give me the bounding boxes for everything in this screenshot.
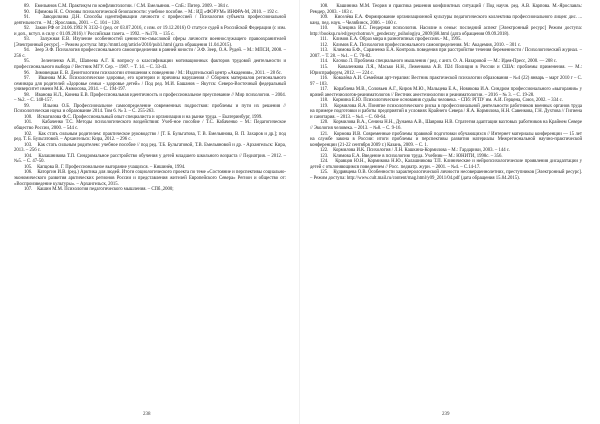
reference-entry: 100. Исмагилова Ф.С. Профессиональный опыт специалиста и организация и на рынке труда. – Екатеринбург, 1999. <box>24 114 263 120</box>
page-gutter <box>299 0 300 424</box>
reference-entry: 105. Капцова В. Г. Профессиональное выгорание учащихся. – Кишинёв, 1994. <box>24 164 186 170</box>
reference-entry: 121. Кормова И.В. Современные проблемы правовой подготовки обучающихся // Интернет материалы конференции — 15 лет на службе закона в России: итоги проблемы и перспективы развития материалы Межрегиональной научно-практической конференции (21-22 сентября 2009 г.) Казань, 2009. – С. 1. <box>310 131 582 148</box>
left-page <box>14 4 286 193</box>
reference-entry: 97. Иванова М.К. Психологическое здоровье, его критерии и причины нарушения // Сборник материалов регионального семинара для родителей «Здоровье семьи - здоровье детей» / Под ред. М.И. Башанов – Якутск: Северо-Восточный федеральный университет имени М.К. Аммосова, 2014. – С. 194-197. <box>14 76 286 93</box>
reference-entry: 92. Закон РФ от 24.06.1992 N 3132-1 (ред. от 03.07.2016, с изм. от 19.12.2016) О статусе судей в Российской Федерации (с изм. и доп., вступ. в силу с 01.09.2016) // Российская газета. – 1992. – №170. – 135 с. <box>14 26 286 37</box>
reference-entry: 110. Клецина И.С. Гендерная психология. Насилие в семье: последний аспект [Электронный ресурс] Режим доступа: http://booksp.ru/ed/gesychotron/v_genderary_psihologiya_2009/j68.html (дата обращения 09.09.2018). <box>310 26 582 37</box>
reference-list-right <box>310 4 582 182</box>
reference-entry: 99. Ильина О.Б. Профессиональное самоопределение современных подростков: проблемы и пути их решения // Психологическая наука и образование 2014. Том 6. № 3. – С. 255-263. <box>14 103 286 115</box>
reference-entry: 94. Зеер Э.Ф. Психология профессионального самоопределения в ранней юности / Э.Ф. Зеер, О.А. Рудей. – М.: МПСИ, 2008. – 256 с. <box>14 48 286 59</box>
reference-entry: 124. Кравцов Ю.Н., Кормикова Н.Ю., Калашникова Т.П. Клинические и нейропсихологические проявления дисадаптации у детей с отклоняющимся поведением // Росс. педиатр. журн. – 2001. – №4. – С.14-17. <box>310 159 582 170</box>
reference-entry: 119. Кормилова Я.А. Понятие психологического риска в профессиональной деятельности работников военных органов труда на примере подготовки и работы предприятий в условиях Крайнего Севера / Я.А. Кормилова, Н.Н. Савенкова, Г.Н. Духтова // Гигиена и санитария. – 2013. – №4. – С. 60-64. <box>310 103 582 120</box>
reference-entry: 96. Зимовецкая Е. В. Деонтологизм психологии отношения к поведению / М.: Издательский центр «Академия», 2011. – 28 бс. <box>24 70 282 76</box>
page-number-left: 238 <box>143 412 151 417</box>
reference-entry: 113. Климова Б.Ф., Сараненко Е.А. Контроль поведения при расстройстве течения беременности / Психологический журнал. – 2007. – Т. 28. – №1. – С. 70-82. <box>310 48 582 59</box>
reference-entry: 117. Кораблева М.В., Соловьев А.Г., Киров М.Ю., Мальцева Е.А., Новикова И.А. Синдром профессионального «выгорания» у врачей анестезиологов-реаниматологов // Вестник анестезиологии и реаниматологии. – 2016 – № 3. – С. 19-28. <box>310 87 582 98</box>
reference-entry: 106. Каторгин И.В. (ред.) Арктика для людей. Итоги социологического проекта по теме «Состояние и перспективы социально-экономического развития арктических регионов России и представления жителей Европейского Севера» Регион и общество от: «Воспроизведение культуры». – Архангельск, 2015. <box>14 170 286 187</box>
reference-entry: 125. Кудрявцева О.В. Особенности характерологической личности несовершеннолетних, преступников [Электронный ресурс]. – Режим доступа: http://www.cult.mail.ru/content/mag.html/y09_2011/04.pdf (дата обращения 15.04.2015). <box>310 170 582 181</box>
reference-entry: 118. Кормина Е.Ю. Психологические основания судьбы человека. - СПб: РГПУ им. А.И. Герцена, Союз, 2002. – 334 с. <box>320 98 563 104</box>
reference-entry: 114. Клочко Л. Проблема специального мышления / ред. с англ. О. А. Назаровой — М.: Идея-Пресс, 2000. — 208 с. <box>320 59 558 65</box>
reference-entry: 112. Климов Е.А. Психология профессионального самоопределения. М.: Академия, 2010. – 301 с. <box>320 42 522 48</box>
reference-list-left <box>14 4 286 193</box>
reference-entry: 109. Киселёва Е.А. Формирование организационной культуры педагогического коллектива профессионального лицея: дис. ... канд. пед. наук. – Челябинск, 2006. – 160 с. <box>310 15 582 26</box>
page-number-right: 239 <box>442 412 450 417</box>
reference-entry: 90. Ефимова Н. С. Основы психологической безопасности: учебное пособие. – М.: ИД «ФОРУМ» ИНФРА-М, 2010. – 192 с. <box>24 9 279 15</box>
reference-entry: 116. Ковалёва А.И. Семейная арт-терапия: Вестник практической психологии образования – №4 (22) январь – март 2010 г – С. 97 – 103. <box>310 76 582 87</box>
reference-entry: 108. Кашинина М.М. Теория и практика решения конфликтных ситуаций / Под научн. ред. А.В. Карпова. М.-Ярославль: Ремдер, 2003. - 183 с. <box>310 4 582 15</box>
right-page <box>310 4 582 182</box>
reference-entry: 103. Как стать сильным родителем: учебное пособие // под ред. Т.Б. Бульгатовой, Т.В. Емельяновой и др. - Архангельск: Кира, 2013. – 256 с. <box>14 142 286 154</box>
reference-entry: 104. Калашникова Т.П. Синдромальное расстройство обучения у детей младшего школьного возраста // Педиатрия. – 2012. – №5. – С. 47-50. <box>14 153 286 165</box>
reference-entry: 89. Емельянов С.М. Практикум по конфликтологии. / С.М. Емельянов. – СпБ.: Питер. 2009. – 384 с. <box>24 4 230 9</box>
reference-entry: 102. Как стать сильным родителем: практическое руководство / [Т. Б. Бульгатова, Т. В. Емельянова, В. П. Захаров и др.]; под ред. Т. Б. Бульгатовой. – Архангельск: Кира, 2012. – 296 с. <box>14 131 286 143</box>
reference-entry: 91. Заводилкина Д.Н. Способы идентификации личности с профессией / Психология субъекта профессиональной деятельности. – М.; Ярославль, 2001. – С. 104 – 128. <box>14 15 286 26</box>
reference-entry: 111. Климов Е.А. Образ мира в разнотипных профессиях.- М., 1995. <box>320 37 462 43</box>
reference-entry: 101. Кабаченко Т.С. Методы психологического воздействия: Учеб-ное пособие / Т.С. Кабаченко – М.: Педагогическое общество России, 2000. – 544 с. <box>14 120 286 132</box>
reference-entry: 98. Иванова Н.Л., Конева Е.В. Профессиональная идентичность и профессиональное преуспевание // Мир психологии. – 2004. – №2. – С. 148-157. <box>14 92 286 104</box>
reference-entry: 93. Залужная Е.В. Изучение особенностей ценностно-смысловой сферы личности военнослужащего правоохранителей [Электронный ресурс]. – Режим доступа: http://mmtl.org/article/2010/pub1.html (дата обращения 11.04.2015). <box>14 37 286 48</box>
reference-entry: 95. Зеленченко А.И., Шапеева А.Г. К вопросу о классификации мотивационных факторов трудовой деятельности и профессионального выбора // Вестник МГУ. Сер. – 1987. – Т. 14. – С. 33-43. <box>14 59 286 71</box>
reference-entry: 123. Климова Е.А. Введение в психологию труда. Учебник— М.: ЮНИТИ, 1998с. – 356. <box>320 153 503 159</box>
reference-entry: 120. Кормилова В.А., Сенина Н.Н., Дунаева А.В., Шаврова Н.В. Стратегия адаптации вахтовых работников на Крайнем Севере // Экология человека. – 2013. – №8. – С. 9-16. <box>310 120 582 132</box>
reference-entry: 115. Коваленкова Л.Я., Масько Н.Н., Леженкова А.В. П24 Полиция в России и США: проблемы применения. — М.: Юриспрафорум, 2012. — 224 с. <box>310 65 582 76</box>
reference-entry: 122. Кормилова И.К. Психология / Л.Н. Кашкина-Кормилова – М.: Гардарики, 2003. – 144 с. <box>320 148 511 154</box>
reference-entry: 107. Кашин М.М. Психология педагогического мышления. – СПб.,2000; <box>24 187 174 193</box>
